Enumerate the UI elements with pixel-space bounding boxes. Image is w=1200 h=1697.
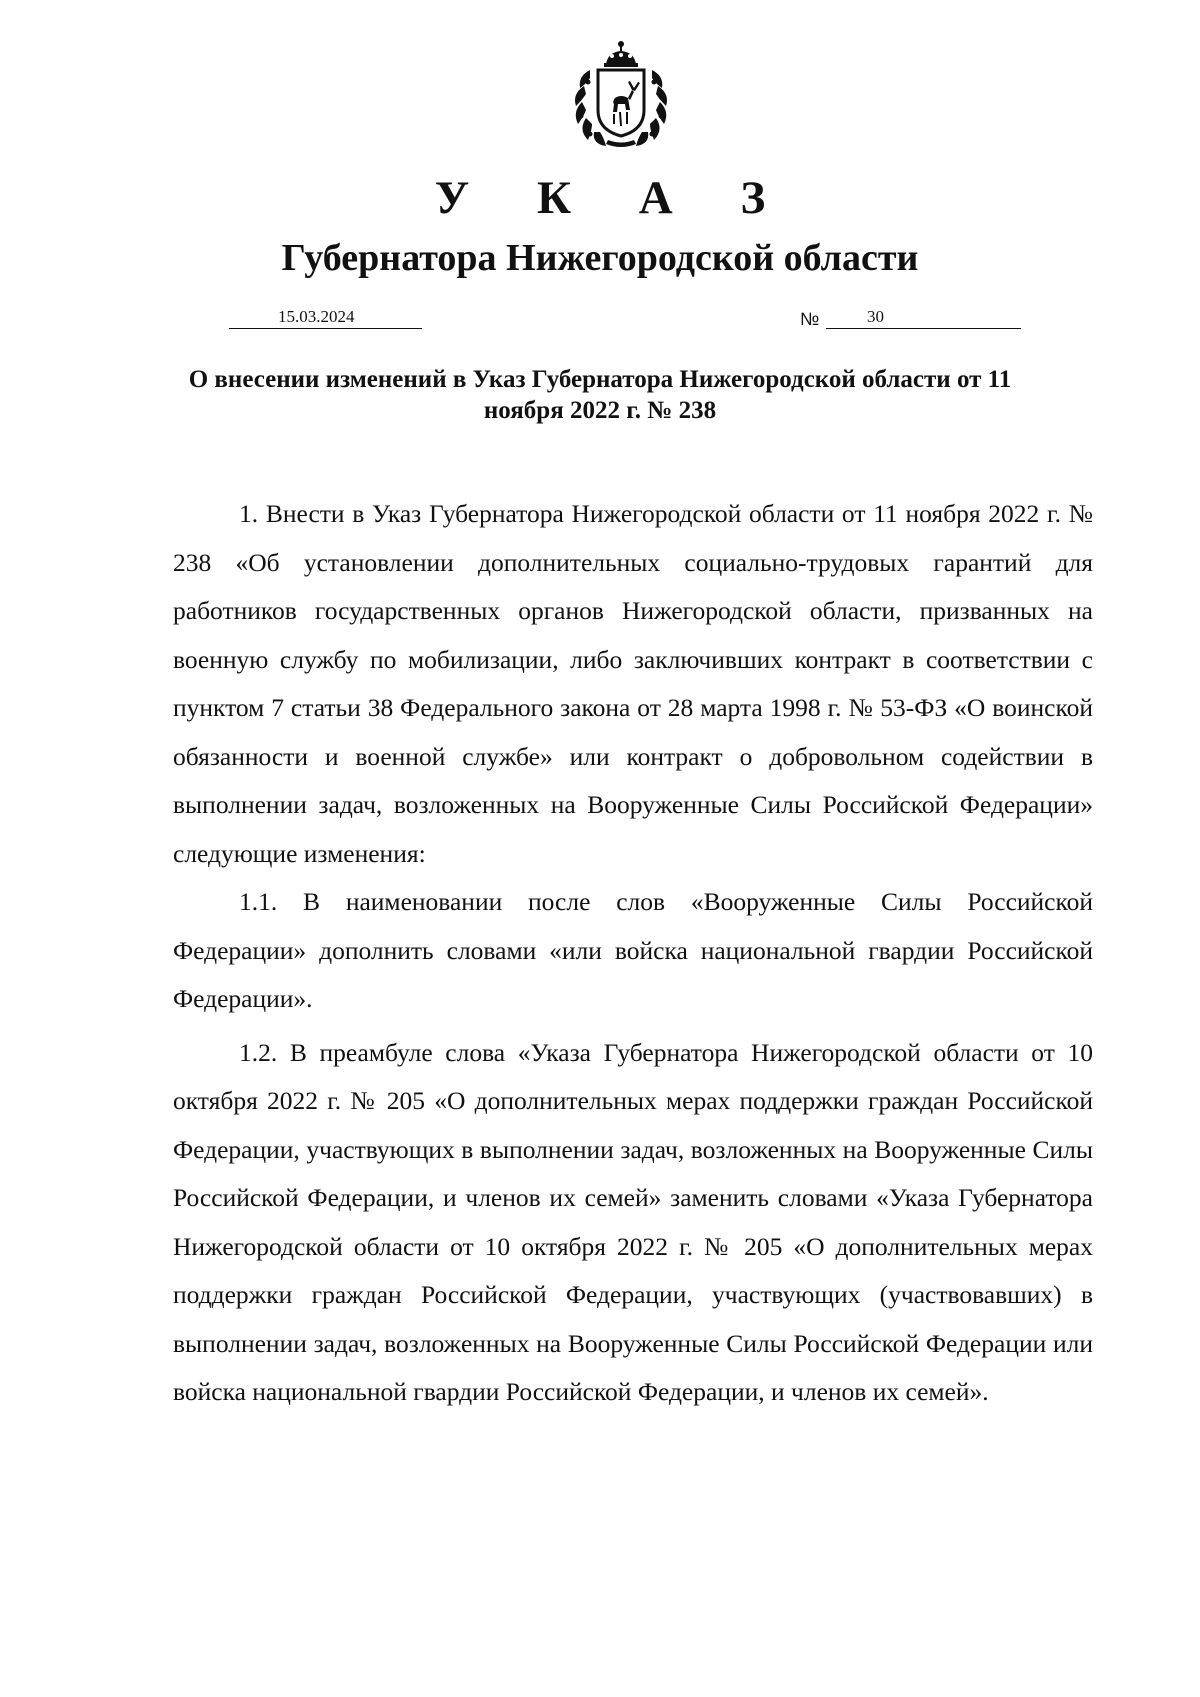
document-subtitle: Губернатора Нижегородской области (281, 237, 919, 279)
paragraph-1-2: 1.2. В преамбуле слова «Указа Губернатора Нижегородской области от 10 октября 2022 г. № 205 «О дополнительных мерах поддержки граждан Российской Федерации, участвующих в выполнении задач, возложенных на Вооруженные Силы Российской Федерации, и членов их семей» заменить словами «Указа Губернатора Нижегородской области от 10 октября 2022 г. № 205 «О дополнительных мерах поддержки граждан Российской Федерации, участвующих (участвовавших) в выполнении задач, возложенных на Вооруженные Силы Российской Федерации или войска национальной гвардии Российской Федерации, и членов их семей». (173, 1037, 1093, 1406)
number-field (826, 306, 1021, 329)
date-value: 15.03.2024 (278, 307, 355, 326)
document-title: У К А З (434, 172, 794, 224)
paragraph-1-1: 1.1. В наименовании после слов «Вооруженные Силы Российской Федерации» дополнить словами «или войска национальной гвардии Российской Федерации». (173, 887, 1093, 1013)
date-field (229, 306, 422, 329)
document-body (173, 490, 1093, 1417)
number-label: № (800, 309, 820, 329)
coat-of-arms-emblem (568, 40, 674, 150)
document-heading: О внесении изменений в Указ Губернатора Нижегородской области от 11 ноября 2022 г. № 238 (188, 366, 1012, 424)
paragraph-1: 1. Внести в Указ Губернатора Нижегородской области от 11 ноября 2022 г. № 238 «Об установлении дополнительных социально-трудовых гарантий для работников государственных органов Нижегородской области, призванных на военную службу по мобилизации, либо заключивших контракт в соответствии с пунктом 7 статьи 38 Федерального закона от 28 марта 1998 г. № 53-ФЗ «О воинской обязанности и военной службе» или контракт о добровольном содействии в выполнении задач, возложенных на Вооруженные Силы Российской Федерации» следующие изменения: (173, 499, 1093, 868)
number-value: 30 (867, 307, 884, 326)
